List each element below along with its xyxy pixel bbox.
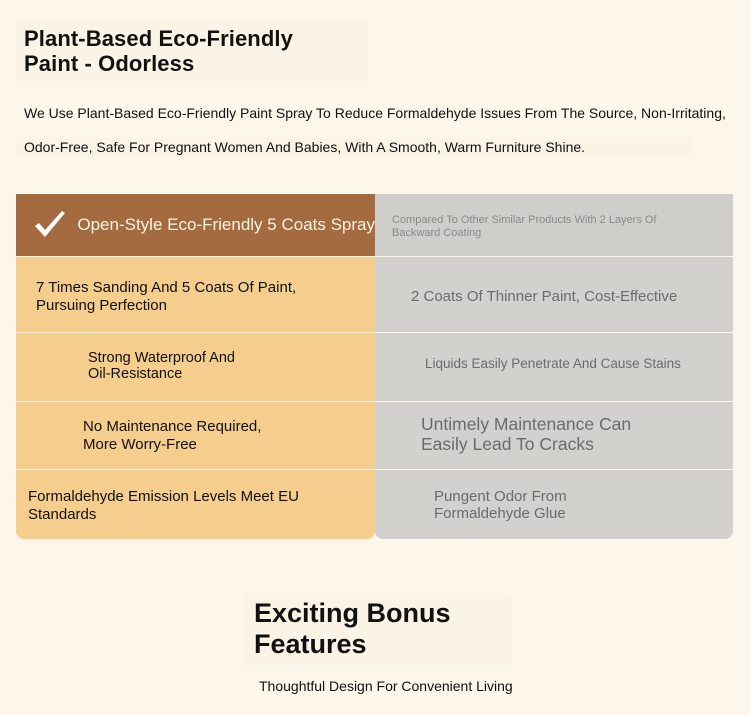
checkmark-icon <box>32 207 67 243</box>
comparison-table <box>16 194 733 539</box>
eco-row-text-1: No Maintenance Required, <box>83 418 262 435</box>
competitor-row <box>375 401 733 469</box>
competitor-title-line-1: Compared To Other Similar Products With 2 Layers Of <box>392 214 657 226</box>
competitor-row <box>375 469 733 539</box>
eco-column <box>16 194 375 539</box>
eco-row-text-2: Oil-Resistance <box>88 366 183 382</box>
competitor-row <box>375 332 733 401</box>
eco-column-header <box>16 194 375 256</box>
eco-row <box>16 332 375 401</box>
eco-row-text-1: Strong Waterproof And <box>88 350 235 366</box>
eco-row-text-1: Formaldehyde Emission Levels Meet EU <box>28 488 299 505</box>
eco-row <box>16 469 375 539</box>
eco-row-text-1: 7 Times Sanding And 5 Coats Of Paint, <box>36 279 297 296</box>
intro-line-2: Odor-Free, Safe For Pregnant Women And Babies, With A Smooth, Warm Furniture Shine. <box>16 138 692 156</box>
bonus-title-line-1: Exciting Bonus <box>254 598 451 628</box>
competitor-row-text-1: Liquids Easily Penetrate And Cause Stains <box>425 356 681 371</box>
title-line-1: Plant-Based Eco-Friendly <box>24 26 293 51</box>
competitor-row <box>375 256 733 332</box>
section-title <box>16 20 368 82</box>
bonus-title-line-2: Features <box>254 629 367 659</box>
competitor-row-text-1: Pungent Odor From <box>434 488 567 505</box>
title-line-2: Paint - Odorless <box>24 51 195 76</box>
competitor-column-header <box>375 194 733 256</box>
intro-line-1: We Use Plant-Based Eco-Friendly Paint Spray To Reduce Formaldehyde Issues From The Source, Non-Irritating, <box>24 105 726 121</box>
eco-row <box>16 256 375 332</box>
bonus-subtitle: Thoughtful Design For Convenient Living <box>259 678 513 694</box>
eco-row-text-2: Standards <box>28 506 97 523</box>
eco-row <box>16 401 375 469</box>
competitor-row-text-2: Formaldehyde Glue <box>434 505 566 522</box>
competitor-row-text-1: 2 Coats Of Thinner Paint, Cost-Effective <box>411 288 678 305</box>
competitor-row-text-1: Untimely Maintenance Can <box>421 414 632 434</box>
eco-row-text-2: More Worry-Free <box>83 436 197 453</box>
bonus-title <box>243 594 511 666</box>
eco-column-title: Open-Style Eco-Friendly 5 Coats Spray <box>77 215 375 234</box>
competitor-column <box>375 194 733 539</box>
eco-row-text-2: Pursuing Perfection <box>36 297 167 314</box>
intro-paragraph <box>16 96 750 156</box>
competitor-title-line-2: Backward Coating <box>392 227 482 239</box>
competitor-row-text-2: Easily Lead To Cracks <box>421 434 594 454</box>
